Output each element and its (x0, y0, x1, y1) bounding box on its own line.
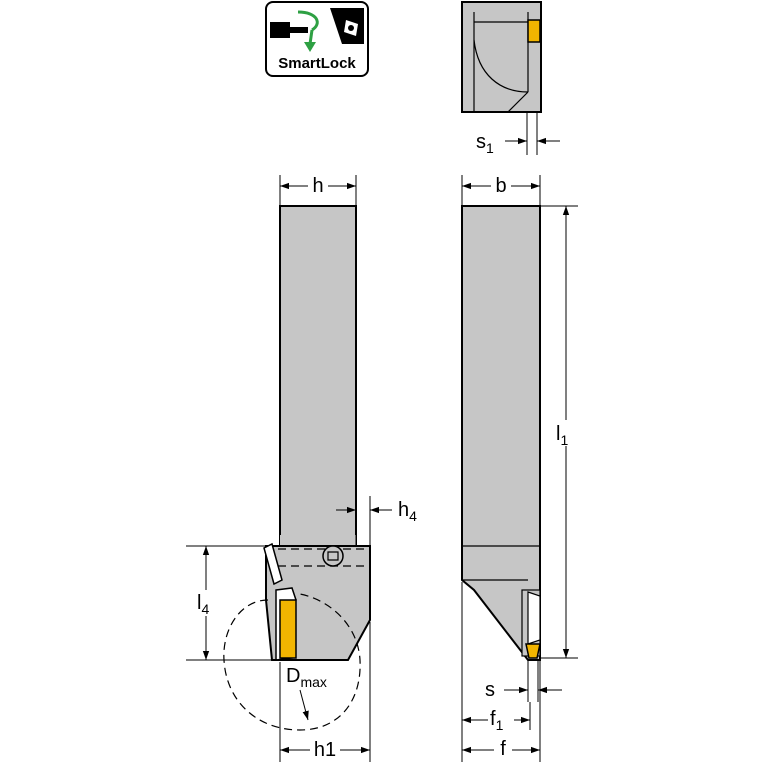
dim-s-label: s (485, 679, 495, 701)
dim-h1-label: h1 (313, 739, 337, 761)
dim-l4-label: $l_4$ (197, 592, 210, 617)
dim-h-label: h (312, 175, 324, 197)
dim-f1-label: $f_1$ (490, 708, 504, 733)
dim-dmax-label: $D_{max}$ (286, 665, 327, 690)
insert-side (526, 644, 540, 658)
dim-f-label: f (500, 738, 506, 760)
insert-front (280, 600, 296, 658)
dim-h4-label: $h_4$ (398, 499, 417, 524)
dim-b-label: b (495, 175, 507, 197)
end-view-insert (528, 20, 540, 42)
dim-s1-label: $s_1$ (476, 131, 494, 156)
smartlock-label: SmartLock (278, 55, 356, 72)
dim-l1-label: $l_1$ (556, 423, 569, 448)
clamp-screw-icon (323, 546, 343, 566)
shank-front (280, 206, 356, 546)
front-view (186, 174, 417, 762)
smartlock-badge (266, 2, 368, 76)
end-view (462, 2, 560, 156)
side-view (462, 174, 578, 762)
